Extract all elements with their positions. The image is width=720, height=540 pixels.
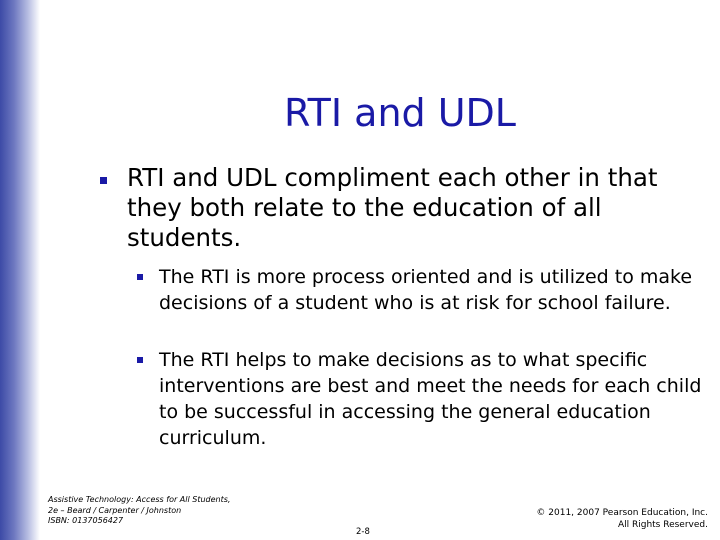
book-citation-line-3: ISBN: 0137056427 <box>48 516 124 525</box>
slide-title: RTI and UDL <box>284 91 516 135</box>
page-number: 2-8 <box>356 527 370 537</box>
main-bullet-marker <box>100 177 107 184</box>
copyright-line-2: All Rights Reserved. <box>617 520 708 530</box>
side-gradient-bar <box>0 0 40 540</box>
book-citation-line-2: 2e – Beard / Carpenter / Johnston <box>48 505 182 515</box>
sub-bullet-marker-2 <box>137 357 143 363</box>
main-bullet-text: RTI and UDL compliment each other in that they both relate to the education of all students. <box>127 163 658 252</box>
sub-bullet-marker-1 <box>137 274 143 280</box>
copyright-line-1: © 2011, 2007 Pearson Education, Inc. <box>536 508 708 518</box>
sub-bullet-text-2: The RTI helps to make decisions as to what specific interventions are best and meet the needs for each child to be successful in accessing the general education curriculum. <box>159 349 702 449</box>
book-citation <box>48 495 230 527</box>
sub-bullet-text-1: The RTI is more process oriented and is utilized to make decisions of a student who is at risk for school failure. <box>159 266 693 314</box>
book-citation-line-1: Assistive Technology: Access for All Students, <box>48 495 231 504</box>
copyright-notice <box>536 507 708 531</box>
